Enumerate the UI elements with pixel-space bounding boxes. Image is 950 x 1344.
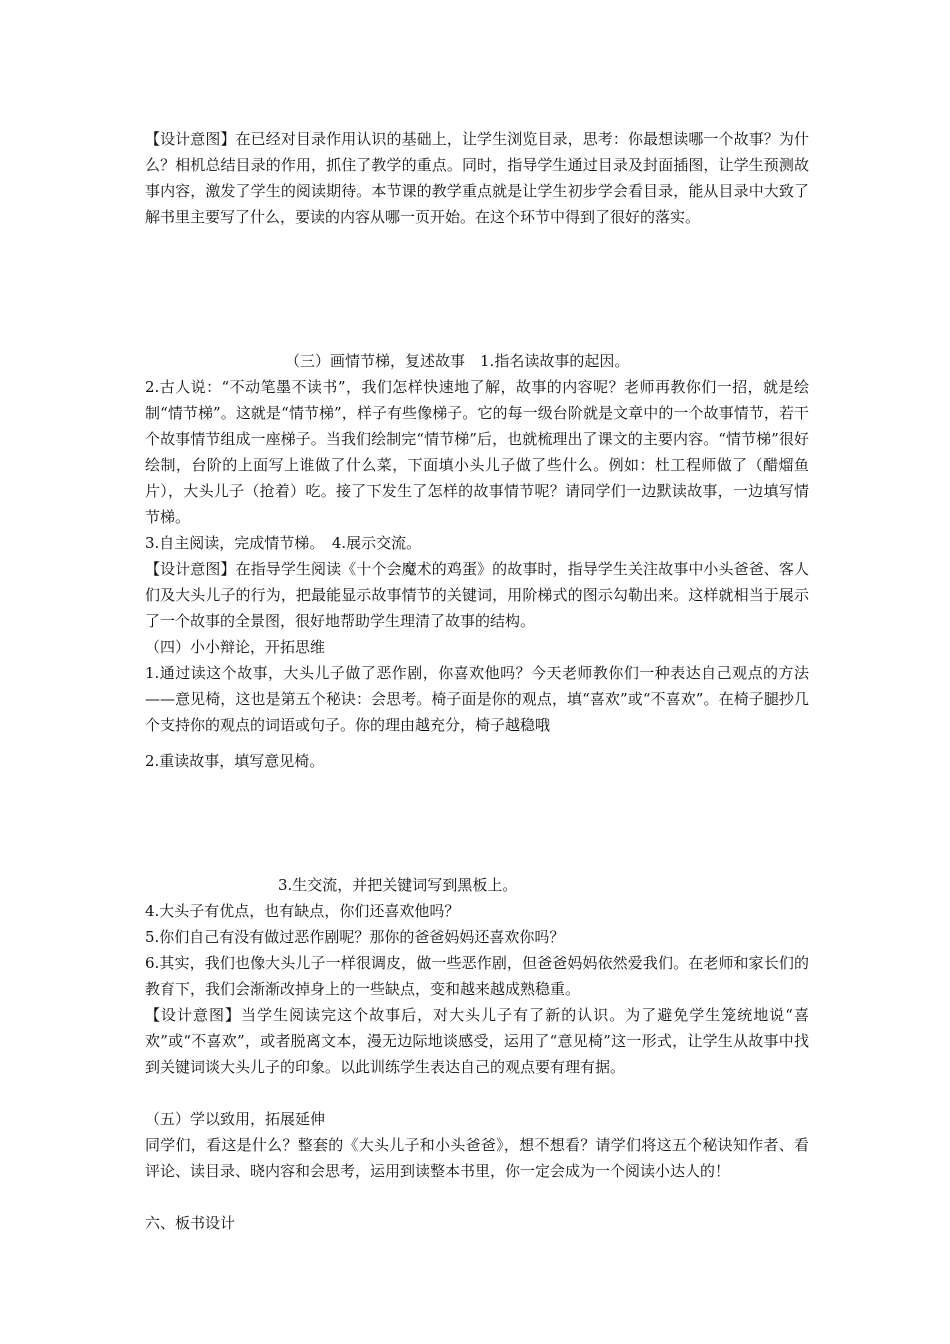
design-intent-paragraph-3: 【设计意图】当学生阅读完这个故事后，对大头儿子有了新的认识。为了避免学生笼统地说“喜欢”或“不喜欢”，或者脱离文本，漫无边际地谈感受，运用了“意见椅”这一形式，让学生从故事中找到关键词谈大头儿子的印象。以此训练学生表达自己的观点要有理有据。 <box>145 1006 809 1076</box>
section-6-heading: 六、板书设计 <box>145 1214 236 1232</box>
step-2-paragraph: 2.古人说：“不动笔墨不读书”，我们怎样快速地了解，故事的内容呢？老师再教你们一招，就是绘制“情节梯”。这就是“情节梯”，样子有些像梯子。它的每一级台阶就是文章中的一个故事情节，若干个故事情节组成一座梯子。当我们绘制完“情节梯”后，也就梳理出了课文的主要内容。“情节梯”很好绘制，台阶的上面写上谁做了什么菜，下面填小头儿子做了些什么。例如：杜工程师做了（醋熘鱼片），大头儿子（抢着）吃。接了下发生了怎样的故事情节呢？请同学们一边默读故事，一边填写情节梯。 <box>145 378 809 526</box>
extension-paragraph: 同学们，看这是什么？整套的《大头儿子和小头爸爸》，想不想看？请学们将这五个秘诀知作者、看评论、读目录、晓内容和会思考，运用到读整本书里，你一定会成为一个阅读小达人的！ <box>145 1136 809 1180</box>
section-5-heading: （五）学以致用，拓展延伸 <box>145 1110 326 1128</box>
debate-step-1-paragraph: 1.通过读这个故事，大头儿子做了恶作剧，你喜欢他吗？今天老师教你们一种表达自己观点的方法——意见椅，这也是第五个秘诀：会思考。椅子面是你的观点，填“喜欢”或“不喜欢”。在椅子腿抄几个支持你的观点的词语或句子。你的理由越充分，椅子越稳哦 <box>145 664 809 734</box>
debate-step-4-line: 4.大头子有优点，也有缺点，你们还喜欢他吗？ <box>145 902 460 920</box>
debate-step-5-line: 5.你们自己有没有做过恶作剧呢？那你的爸爸妈妈还喜欢你吗？ <box>145 928 565 946</box>
section-4-heading: （四）小小辩论，开拓思维 <box>145 638 326 656</box>
debate-step-2-line: 2.重读故事，填写意见椅。 <box>145 752 325 770</box>
section-3-heading: （三）画情节梯，复述故事 1.指名读故事的起因。 <box>285 352 630 370</box>
step-3-4-line: 3.自主阅读，完成情节梯。 4.展示交流。 <box>145 534 422 552</box>
debate-step-3-line: 3.生交流，并把关键词写到黑板上。 <box>278 876 518 894</box>
debate-step-6-paragraph: 6.其实，我们也像大头儿子一样很调皮，做一些恶作剧，但爸爸妈妈依然爱我们。在老师和家长们的教育下，我们会渐渐改掉身上的一些缺点，变和越来越成熟稳重。 <box>145 954 809 998</box>
design-intent-paragraph-2: 【设计意图】在指导学生阅读《十个会魔术的鸡蛋》的故事时，指导学生关注故事中小头爸爸、客人们及大头儿子的行为，把最能显示故事情节的关键词，用阶梯式的图示勾勒出来。这样就相当于展示了一个故事的全景图，很好地帮助学生理清了故事的结构。 <box>145 560 809 630</box>
design-intent-paragraph-1: 【设计意图】在已经对目录作用认识的基础上，让学生浏览目录，思考：你最想读哪一个故事？为什么？相机总结目录的作用，抓住了教学的重点。同时，指导学生通过目录及封面插图，让学生预测故事内容，激发了学生的阅读期待。本节课的教学重点就是让学生初步学会看目录，能从目录中大致了解书里主要写了什么，要读的内容从哪一页开始。在这个环节中得到了很好的落实。 <box>145 130 809 226</box>
